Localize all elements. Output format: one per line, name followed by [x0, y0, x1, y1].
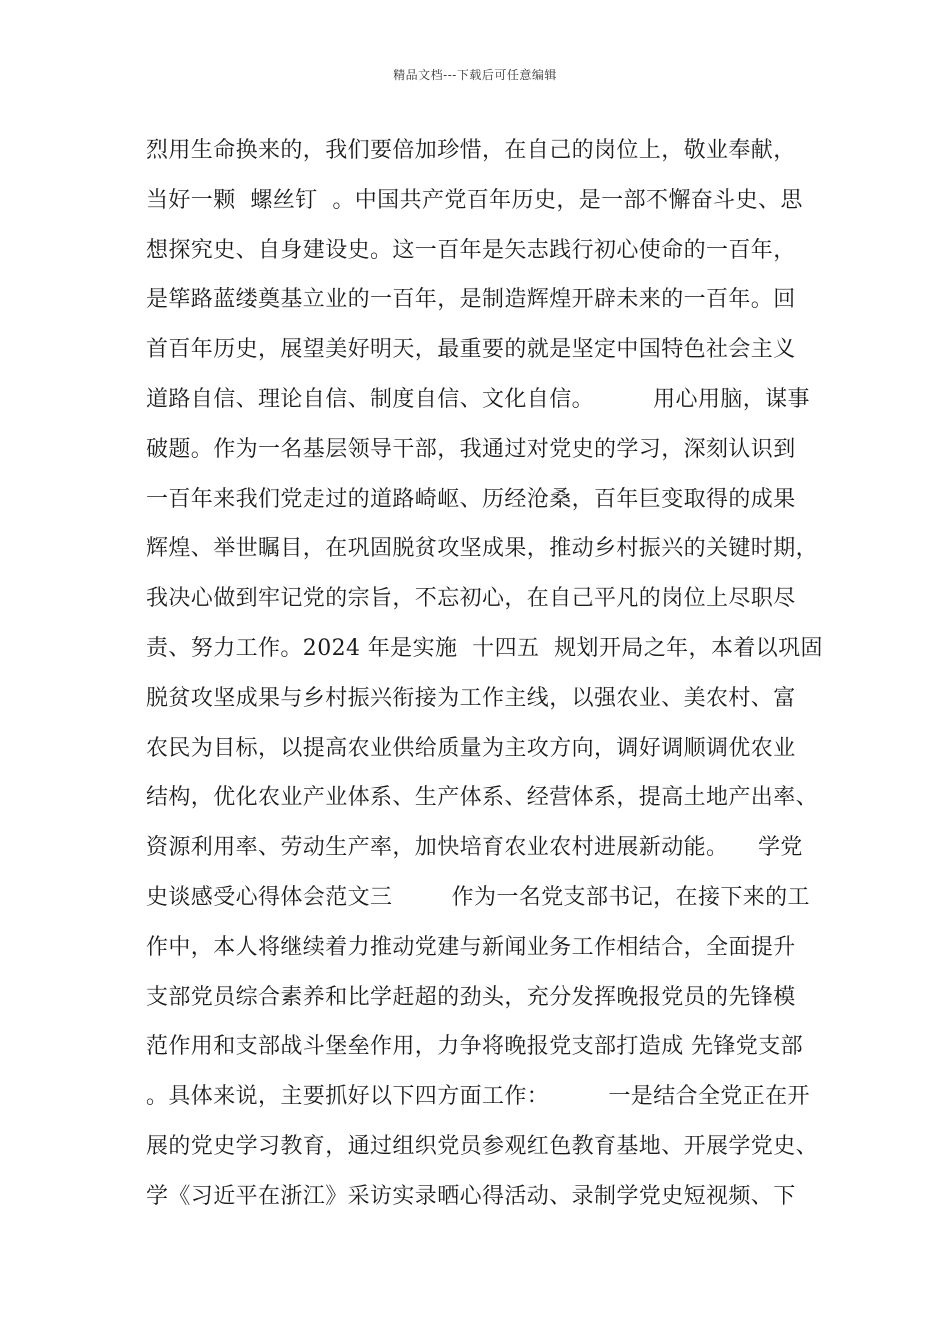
body-line: 一百年来我们党走过的道路崎岖、历经沧桑，百年巨变取得的成果 [146, 486, 796, 512]
body-line: 资源利用率、劳动生产率，加快培育农业农村进展新动能。 学党 [146, 835, 803, 861]
body-line: 道路自信、理论自信、制度自信、文化自信。 用心用脑，谋事 [146, 386, 810, 412]
document-body [146, 132, 836, 1228]
body-line: 支部党员综合素养和比学赶超的劲头，充分发挥晚报党员的先锋模 [146, 984, 796, 1010]
body-line: 责、努力工作。2024 年是实施 十四五 规划开局之年，本着以巩固 [146, 635, 823, 661]
body-line: 结构，优化农业产业体系、生产体系、经营体系，提高土地产出率、 [146, 785, 819, 811]
body-line: 首百年历史，展望美好明天，最重要的就是坚定中国特色社会主义 [146, 337, 796, 363]
body-line: 学《习近平在浙江》采访实录晒心得活动、录制学党史短视频、下 [146, 1183, 796, 1209]
body-line: 。具体来说，主要抓好以下四方面工作： 一是结合全党正在开 [146, 1084, 810, 1110]
body-line: 农民为目标，以提高农业供给质量为主攻方向，调好调顺调优农业 [146, 735, 796, 761]
body-line: 展的党史学习教育，通过组织党员参观红色教育基地、开展学党史、 [146, 1133, 819, 1159]
body-line: 烈用生命换来的，我们要倍加珍惜，在自己的岗位上，敬业奉献， [146, 138, 796, 163]
body-line: 范作用和支部战斗堡垒作用，力争将晚报党支部打造成 先锋党支部 [146, 1034, 803, 1060]
body-line: 是筚路蓝缕奠基立业的一百年，是制造辉煌开辟未来的一百年。回 [146, 287, 796, 313]
body-line: 想探究史、自身建设史。这一百年是矢志践行初心使命的一百年， [146, 237, 796, 263]
body-line: 辉煌、举世瞩目，在巩固脱贫攻坚成果，推动乡村振兴的关键时期， [146, 536, 819, 562]
body-line: 史谈感受心得体会范文三 作为一名党支部书记，在接下来的工 [146, 884, 810, 910]
page-header: 精品文档---下载后可任意编辑 [393, 68, 557, 82]
body-line: 当好一颗 螺丝钉 。中国共产党百年历史，是一部不懈奋斗史、思 [146, 187, 803, 213]
body-line: 我决心做到牢记党的宗旨，不忘初心，在自己平凡的岗位上尽职尽 [146, 586, 796, 612]
body-line: 破题。作为一名基层领导干部，我通过对党史的学习，深刻认识到 [146, 436, 796, 462]
body-line: 作中，本人将继续着力推动党建与新闻业务工作相结合，全面提升 [146, 934, 796, 960]
body-line: 脱贫攻坚成果与乡村振兴衔接为工作主线，以强农业、美农村、富 [146, 685, 796, 711]
